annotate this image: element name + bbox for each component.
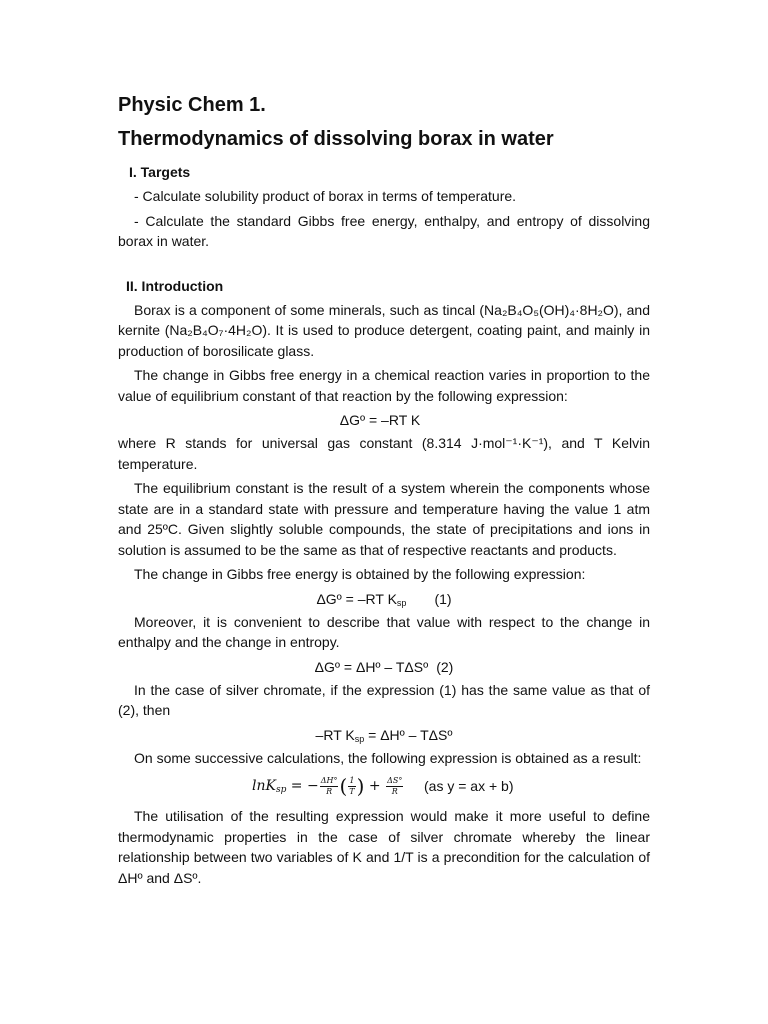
fraction-entropy: $\frac{\Delta S^\circ}{R}$ — [387, 775, 403, 796]
document-subtitle: Thermodynamics of dissolving borax in water — [118, 128, 554, 150]
document-page — [118, 92, 650, 888]
intro-paragraph-9: The utilisation of the resulting expression would make it more useful to define thermodynamic properties in the case of silver chromate whereby the linear relationship between two variables of K and 1/T is a precondition for the calculation of ΔHº and ΔSº. — [118, 808, 650, 886]
intro-paragraph-1: Borax is a component of some minerals, such as tincal (Na₂B₄O₅(OH)₄·8H₂O), and kernite (Na₂B₄O₇·4H₂O). It is used to produce detergent, coating paint, and mainly in production of borosilicate glass. — [118, 301, 650, 359]
fraction-inverse-temperature: $\frac{1}{T}$ — [349, 775, 355, 796]
section-heading-introduction: II. Introduction — [126, 277, 224, 294]
section-heading-targets: I. Targets — [129, 164, 191, 180]
fraction-enthalpy: $\frac{\Delta H^\circ}{R}$ — [320, 775, 338, 796]
intro-paragraph-8: On some successive calculations, the following expression is obtained as a result: — [134, 749, 642, 766]
equation-number: (2) — [436, 658, 454, 675]
target-item: - Calculate solubility product of borax in terms of temperature. — [134, 188, 517, 204]
intro-paragraph-7: In the case of silver chromate, if the expression (1) has the same value as that of (2), then — [118, 681, 650, 718]
equation-3: –RT $K_{sp}$ = ΔHº – TΔSº — [315, 726, 453, 744]
formula-note: (as y = ax + b) — [424, 778, 514, 794]
formula-lnksp — [118, 770, 650, 802]
equation-2: ΔGº = ΔHº – TΔSº (2) — [314, 658, 454, 675]
intro-paragraph-2: The change in Gibbs free energy in a chemical reaction varies in proportion to the value of equilibrium constant of that reaction by the following expression: — [118, 367, 650, 404]
intro-paragraph-6: Moreover, it is convenient to describe that value with respect to the change in enthalpy and the change in entropy. — [118, 613, 650, 650]
equation-number: (1) — [434, 590, 452, 607]
linear-formula: lnK$_{sp}$ = − $\frac{\Delta H^\circ}{R}$ ( $\frac{1}{T}$ ) + $\frac{\Delta S^\circ}{R}$ — [252, 774, 403, 798]
equation-gibbs-k: ΔGº = –RT K — [339, 412, 421, 428]
target-item: - Calculate the standard Gibbs free energy, enthalpy, and entropy of dissolving borax in water. — [118, 212, 650, 249]
document-title: Physic Chem 1. — [118, 94, 266, 116]
intro-paragraph-4: The equilibrium constant is the result of a system wherein the components whose state are in a standard state with pressure and temperature having the value 1 atm and 25ºC. Given slightly soluble compounds, the state of precipitations and ions in solution is assumed to be the same as that of respective reactants and products. — [118, 480, 650, 558]
intro-paragraph-5: The change in Gibbs free energy is obtained by the following expression: — [134, 566, 586, 582]
mineral-formula-tincal: Na₂B₄O₅(OH)₄·8H₂O — [484, 301, 614, 318]
intro-paragraph-3: where R stands for universal gas constant (8.314 J·mol⁻¹·K⁻¹), and T Kelvin temperature. — [118, 435, 650, 472]
mineral-formula-kernite: Na₂B₄O₇·4H₂O — [169, 322, 263, 338]
equation-1: ΔGº = –RT $K_{sp}$ (1) — [316, 590, 452, 608]
